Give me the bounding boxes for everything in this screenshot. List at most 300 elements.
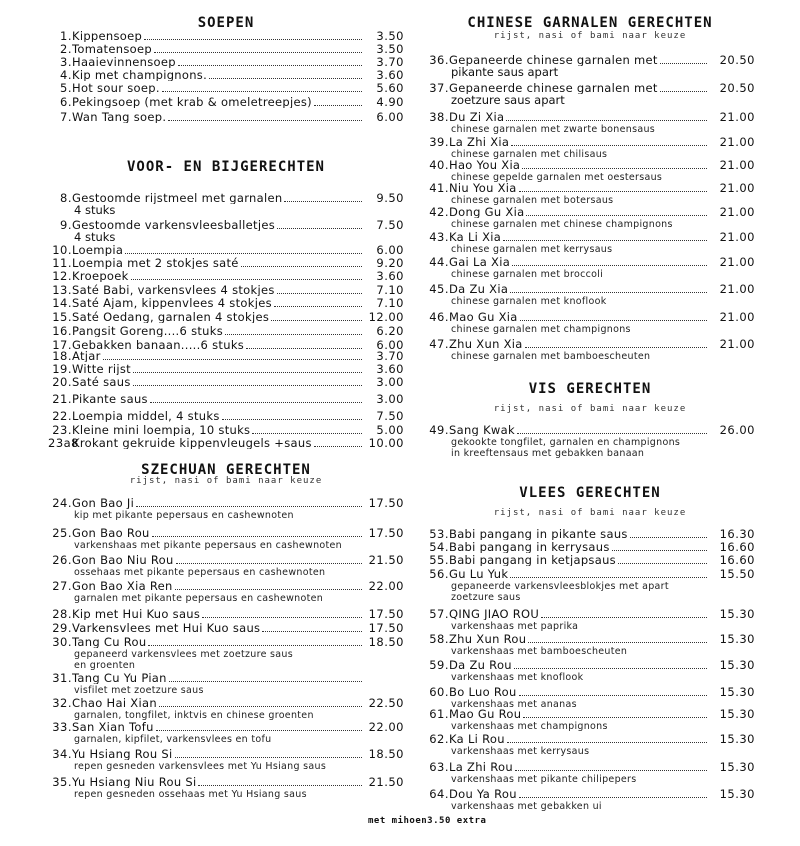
- menu-item: [48, 56, 404, 69]
- item-name: Saté Ajam, kippenvlees 4 stokjes: [72, 297, 272, 309]
- menu-item: [425, 541, 755, 554]
- item-price: 15.30: [719, 707, 755, 721]
- item-name: QING JIAO ROU: [449, 608, 540, 620]
- item-name: Pekingsoep (met krab & omeletreepjes): [72, 96, 312, 108]
- item-price: 18.50: [368, 747, 404, 761]
- item-name: Gepaneerde chinese garnalen met: [449, 54, 658, 66]
- item-number: 5.: [60, 81, 72, 95]
- item-name: Pangsit Goreng....6 stuks: [72, 325, 224, 337]
- dot-leader: [510, 576, 707, 578]
- menu-item-row: [48, 311, 404, 324]
- item-number: 57.: [429, 607, 449, 621]
- item-price: 17.50: [368, 496, 404, 510]
- item-description: kip met pikante pepersaus en cashewnoten: [74, 510, 294, 521]
- item-description-line2: en groenten: [74, 660, 136, 671]
- item-price: 15.30: [719, 632, 755, 646]
- menu-item-row: [425, 686, 755, 699]
- item-number: 62.: [429, 732, 449, 746]
- menu-item: [48, 43, 404, 56]
- item-number: 43.: [429, 230, 449, 244]
- section-subtitle-szechuan: rijst, nasi of bami naar keuze: [129, 476, 323, 486]
- menu-item-row: [48, 672, 404, 685]
- menu-item-row: [48, 527, 404, 540]
- dot-leader: [222, 418, 362, 420]
- menu-item: [48, 350, 404, 363]
- dot-leader: [178, 64, 362, 66]
- menu-item-row: [425, 733, 755, 746]
- item-description: chinese garnalen met chinese champignons: [451, 219, 673, 230]
- dot-leader: [630, 536, 707, 538]
- item-name: Ka Li Rou: [449, 733, 505, 745]
- menu-item: [425, 761, 755, 785]
- menu-item: [425, 424, 755, 459]
- item-price: 17.50: [368, 607, 404, 621]
- item-price: 21.00: [719, 181, 755, 195]
- menu-item: [425, 686, 755, 710]
- item-number: 14.: [52, 296, 72, 310]
- menu-item: [48, 69, 404, 82]
- dot-leader: [125, 252, 362, 254]
- menu-item: [425, 659, 755, 683]
- dot-leader: [277, 292, 362, 294]
- menu-item: [425, 633, 755, 657]
- item-price: 3.00: [376, 392, 404, 406]
- menu-item-row: [425, 231, 755, 244]
- item-name: Zhu Xun Rou: [449, 633, 527, 645]
- dot-leader: [175, 756, 362, 758]
- item-number: 20.: [52, 375, 72, 389]
- item-number: 26.: [52, 553, 72, 567]
- menu-item-row: [48, 325, 404, 338]
- item-number: 45.: [429, 282, 449, 296]
- item-name: Kip met Hui Kuo saus: [72, 608, 201, 620]
- menu-item-row: [425, 111, 755, 124]
- item-number: 59.: [429, 658, 449, 672]
- item-name-continued: 4 stuks: [74, 230, 116, 244]
- item-description: chinese garnalen met kerrysaus: [451, 244, 613, 255]
- menu-item-row: [48, 69, 404, 82]
- menu-item: [48, 424, 404, 437]
- dot-leader: [510, 291, 707, 293]
- dot-leader: [225, 333, 362, 335]
- item-price: 3.70: [376, 55, 404, 69]
- item-price: 7.50: [376, 218, 404, 232]
- menu-item-row: [48, 82, 404, 95]
- dot-leader: [515, 769, 707, 771]
- menu-item: [425, 182, 755, 206]
- menu-item: [425, 283, 755, 307]
- item-price: 17.50: [368, 526, 404, 540]
- dot-leader: [528, 641, 707, 643]
- item-price: 21.00: [719, 135, 755, 149]
- menu-item: [425, 338, 755, 362]
- menu-item: [425, 206, 755, 230]
- menu-item: [48, 636, 404, 671]
- item-name: Babi pangang in ketjapsaus: [449, 554, 616, 566]
- item-name: Atjar: [72, 350, 101, 362]
- section-subtitle-vis: rijst, nasi of bami naar keuze: [493, 404, 687, 414]
- item-number: 3.: [60, 55, 72, 69]
- menu-item-row: [48, 580, 404, 593]
- menu-item-row: [425, 206, 755, 219]
- item-description: varkenshaas met bamboescheuten: [451, 646, 628, 657]
- item-name: Bo Luo Rou: [449, 686, 517, 698]
- menu-item: [48, 257, 404, 270]
- dot-leader: [252, 432, 362, 434]
- dot-leader: [209, 77, 362, 79]
- dot-leader: [284, 200, 362, 202]
- item-name: Gon Bao Niu Rou: [72, 554, 174, 566]
- menu-item: [425, 82, 755, 106]
- item-number: 16.: [52, 324, 72, 338]
- item-number: 29.: [52, 621, 72, 635]
- item-price: 15.50: [719, 567, 755, 581]
- item-name: Sang Kwak: [449, 424, 515, 436]
- item-name: Hao You Xia: [449, 159, 521, 171]
- item-description: chinese garnalen met zwarte bonensaus: [451, 124, 656, 135]
- dot-leader: [520, 319, 707, 321]
- item-number: 21.: [52, 392, 72, 406]
- menu-item: [48, 284, 404, 297]
- item-name: Kip met champignons.: [72, 69, 208, 81]
- item-price: 16.30: [719, 527, 755, 541]
- menu-item: [48, 82, 404, 95]
- dot-leader: [519, 190, 707, 192]
- dot-leader: [133, 384, 362, 386]
- item-price: 21.50: [368, 775, 404, 789]
- item-price: 21.00: [719, 310, 755, 324]
- menu-item: [48, 111, 404, 124]
- section-title-vlees: VLEES GERECHTEN: [519, 485, 661, 501]
- menu-item-row: [425, 708, 755, 721]
- dot-leader: [133, 371, 362, 373]
- item-number: 23.: [52, 423, 72, 437]
- item-description: repen gesneden ossehaas met Yu Hsiang saus: [74, 789, 307, 800]
- dot-leader: [512, 264, 707, 266]
- item-description: varkenshaas met ananas: [451, 699, 577, 710]
- item-number: 10.: [52, 243, 72, 257]
- dot-leader: [511, 144, 707, 146]
- menu-item-row: [48, 437, 404, 450]
- item-price: 22.50: [368, 696, 404, 710]
- item-price: 9.20: [376, 256, 404, 270]
- menu-item-row: [48, 56, 404, 69]
- menu-item-row: [425, 528, 755, 541]
- dot-leader: [176, 562, 362, 564]
- item-description: garnalen, kipfilet, varkensvlees en tofu: [74, 734, 272, 745]
- item-number: 55.: [429, 553, 449, 567]
- item-number: 8.: [60, 191, 72, 205]
- menu-item-row: [425, 311, 755, 324]
- menu-item-row: [48, 697, 404, 710]
- item-number: 44.: [429, 255, 449, 269]
- menu-item: [48, 622, 404, 635]
- dot-leader: [525, 346, 707, 348]
- menu-item-row: [48, 622, 404, 635]
- menu-item-row: [48, 363, 404, 376]
- item-price: 3.50: [376, 42, 404, 56]
- menu-item: [425, 311, 755, 335]
- dot-leader: [277, 227, 362, 229]
- item-description: varkenshaas met kerrysaus: [451, 746, 590, 757]
- item-name: La Zhi Xia: [449, 136, 510, 148]
- item-description: chinese garnalen met chilisaus: [451, 149, 608, 160]
- section-title-chinese-garnalen: CHINESE GARNALEN GERECHTEN: [467, 15, 713, 31]
- item-price: 21.00: [719, 337, 755, 351]
- menu-item-row: [48, 376, 404, 389]
- item-name: Gon Bao Rou: [72, 527, 150, 539]
- item-number: 61.: [429, 707, 449, 721]
- item-price: 16.60: [719, 540, 755, 554]
- item-name: Gestoomde rijstmeel met garnalen: [72, 192, 283, 204]
- menu-item-row: [425, 256, 755, 269]
- menu-item-row: [48, 410, 404, 423]
- dot-leader: [523, 716, 707, 718]
- menu-item-row: [48, 111, 404, 124]
- item-description: varkenshaas met paprika: [451, 621, 579, 632]
- item-number: 31.: [52, 671, 72, 685]
- dot-leader: [169, 680, 362, 682]
- section-title-soepen: SOEPEN: [197, 15, 255, 31]
- item-name: Wan Tang soep.: [72, 111, 167, 123]
- item-name: Chao Hai Xian: [72, 697, 157, 709]
- item-price: 3.60: [376, 362, 404, 376]
- item-description: garnalen met pikante pepersaus en cashewnoten: [74, 593, 324, 604]
- item-name-continued: 4 stuks: [74, 203, 116, 217]
- menu-item: [48, 776, 404, 800]
- menu-item-row: [425, 424, 755, 437]
- item-description: gekookte tongfilet, garnalen en champignons: [451, 437, 681, 448]
- item-description: varkenshaas met champignons: [451, 721, 608, 732]
- item-price: 5.00: [376, 423, 404, 437]
- menu-item-row: [48, 96, 404, 109]
- item-number: 25.: [52, 526, 72, 540]
- menu-item-row: [425, 633, 755, 646]
- item-description: ossehaas met pikante pepersaus en cashewnoten: [74, 567, 326, 578]
- item-number: 13.: [52, 283, 72, 297]
- item-number: 28.: [52, 607, 72, 621]
- menu-item-row: [48, 424, 404, 437]
- item-price: 6.00: [376, 110, 404, 124]
- item-name: Da Zu Xia: [449, 283, 509, 295]
- item-number: 54.: [429, 540, 449, 554]
- menu-item: [425, 159, 755, 183]
- menu-item: [425, 528, 755, 541]
- item-number: 40.: [429, 158, 449, 172]
- item-price: 21.00: [719, 205, 755, 219]
- item-price: 9.50: [376, 191, 404, 205]
- item-description-line2: zoetzure saus: [451, 592, 521, 603]
- section-subtitle-garnalen: rijst, nasi of bami naar keuze: [493, 31, 687, 41]
- item-name: Mao Gu Xia: [449, 311, 518, 323]
- item-price: 15.30: [719, 760, 755, 774]
- item-price: 3.50: [376, 29, 404, 43]
- item-name: Saté Oedang, garnalen 4 stokjes: [72, 311, 270, 323]
- menu-item: [48, 376, 404, 389]
- item-number: 1.: [60, 29, 72, 43]
- dot-leader: [271, 319, 362, 321]
- item-name: Dou Ya Rou: [449, 788, 517, 800]
- item-number: 15.: [52, 310, 72, 324]
- item-price: 10.00: [368, 436, 404, 450]
- dot-leader: [514, 667, 707, 669]
- menu-item-row: [48, 636, 404, 649]
- item-number: 7.: [60, 110, 72, 124]
- dot-leader: [503, 239, 707, 241]
- item-name: Saté Babi, varkensvlees 4 stokjes: [72, 284, 275, 296]
- item-description: chinese gepelde garnalen met oestersaus: [451, 172, 663, 183]
- item-name: Krokant gekruide kippenvleugels +saus: [72, 437, 312, 449]
- dot-leader: [148, 644, 362, 646]
- dot-leader: [517, 432, 707, 434]
- menu-item: [48, 30, 404, 43]
- item-name: Kleine mini loempia, 10 stuks: [72, 424, 251, 436]
- item-description: gepaneerde varkensvleesblokjes met apart: [451, 581, 669, 592]
- item-price: 6.20: [376, 324, 404, 338]
- item-number: 18.: [52, 349, 72, 363]
- item-number: 30.: [52, 635, 72, 649]
- menu-item: [425, 111, 755, 135]
- item-number: 49.: [429, 423, 449, 437]
- menu-item: [48, 437, 404, 450]
- menu-item: [48, 608, 404, 621]
- menu-item: [425, 54, 755, 78]
- section-title-vis: VIS GERECHTEN: [528, 381, 652, 397]
- menu-item: [48, 393, 404, 406]
- menu-item-row: [48, 297, 404, 310]
- item-number: 2.: [60, 42, 72, 56]
- item-price: 6.00: [376, 243, 404, 257]
- item-price: 20.50: [719, 53, 755, 67]
- dot-leader: [175, 588, 362, 590]
- dot-leader: [314, 445, 362, 447]
- menu-item-row: [425, 659, 755, 672]
- item-name: Gon Bao Xia Ren: [72, 580, 173, 592]
- menu-item-row: [48, 43, 404, 56]
- item-number: 39.: [429, 135, 449, 149]
- item-name: Hot sour soep.: [72, 82, 160, 94]
- menu-item: [425, 708, 755, 732]
- dot-leader: [274, 305, 362, 307]
- item-number: 47.: [429, 337, 449, 351]
- item-name-continued: zoetzure saus apart: [451, 93, 565, 107]
- menu-item-row: [48, 393, 404, 406]
- item-price: 3.00: [376, 375, 404, 389]
- dot-leader: [168, 119, 362, 121]
- menu-item-row: [48, 350, 404, 363]
- menu-item-row: [425, 554, 755, 567]
- menu-item-row: [48, 721, 404, 734]
- item-name: Niu You Xia: [449, 182, 517, 194]
- item-name: Gu Lu Yuk: [449, 568, 509, 580]
- footer-note: met mihoen3.50 extra: [368, 816, 487, 826]
- item-price: 12.00: [368, 310, 404, 324]
- item-price: 21.00: [719, 230, 755, 244]
- menu-item-row: [425, 182, 755, 195]
- item-number: 35.: [52, 775, 72, 789]
- item-name: Babi pangang in kerrysaus: [449, 541, 610, 553]
- section-subtitle-vlees: rijst, nasi of bami naar keuze: [493, 508, 687, 518]
- menu-item-row: [425, 568, 755, 581]
- item-price: 15.30: [719, 685, 755, 699]
- menu-item-row: [425, 283, 755, 296]
- item-name: Gai La Xia: [449, 256, 511, 268]
- dot-leader: [507, 741, 707, 743]
- item-price: 4.90: [376, 95, 404, 109]
- item-price: 5.60: [376, 81, 404, 95]
- dot-leader: [156, 729, 362, 731]
- item-price: 21.00: [719, 282, 755, 296]
- item-number: 32.: [52, 696, 72, 710]
- item-description: varkenshaas met gebakken ui: [451, 801, 602, 812]
- dot-leader: [660, 62, 707, 64]
- item-price: 3.70: [376, 349, 404, 363]
- menu-item: [425, 733, 755, 757]
- item-price: 3.60: [376, 68, 404, 82]
- menu-item-row: [48, 608, 404, 621]
- item-number: 36.: [429, 53, 449, 67]
- item-name: Babi pangang in pikante saus: [449, 528, 628, 540]
- item-name: Tang Cu Yu Pian: [72, 672, 167, 684]
- menu-item-row: [48, 30, 404, 43]
- item-number: 12.: [52, 269, 72, 283]
- menu-item: [48, 721, 404, 745]
- item-number: 19.: [52, 362, 72, 376]
- item-number: 33.: [52, 720, 72, 734]
- dot-leader: [202, 616, 362, 618]
- item-name: Yu Hsiang Niu Rou Si: [72, 776, 197, 788]
- menu-item: [425, 608, 755, 632]
- item-price: 26.00: [719, 423, 755, 437]
- item-description: chinese garnalen met champignons: [451, 324, 631, 335]
- item-name: Gon Bao Ji: [72, 497, 135, 509]
- item-number: 6.: [60, 95, 72, 109]
- menu-item: [48, 244, 404, 257]
- dot-leader: [136, 505, 362, 507]
- item-description: chinese garnalen met bamboescheuten: [451, 351, 651, 362]
- item-description-line2: in kreeftensaus met gebakken banaan: [451, 448, 645, 459]
- item-name: Witte rijst: [72, 363, 131, 375]
- menu-item-row: [425, 541, 755, 554]
- dot-leader: [131, 278, 362, 280]
- item-number: 56.: [429, 567, 449, 581]
- dot-leader: [150, 401, 362, 403]
- item-name: Mao Gu Rou: [449, 708, 522, 720]
- item-number: 23a8: [48, 436, 79, 450]
- dot-leader: [241, 265, 362, 267]
- dot-leader: [519, 694, 707, 696]
- menu-item-row: [425, 608, 755, 621]
- item-name: La Zhi Rou: [449, 761, 513, 773]
- item-price: 21.00: [719, 158, 755, 172]
- dot-leader: [154, 51, 362, 53]
- item-price: 7.50: [376, 409, 404, 423]
- item-price: 15.30: [719, 607, 755, 621]
- menu-item: [48, 96, 404, 109]
- item-description: varkenshaas met pikante chilipepers: [451, 774, 637, 785]
- menu-item-row: [48, 257, 404, 270]
- item-number: 17.: [52, 338, 72, 352]
- dot-leader: [103, 358, 362, 360]
- item-price: 15.30: [719, 658, 755, 672]
- item-name: Gebakken banaan.....6 stuks: [72, 339, 245, 351]
- item-name: Zhu Xun Xia: [449, 338, 523, 350]
- item-name: Tang Cu Rou: [72, 636, 147, 648]
- menu-item: [425, 568, 755, 603]
- dot-leader: [262, 630, 362, 632]
- item-name: Gestoomde varkensvleesballetjes: [72, 219, 276, 231]
- menu-item-row: [425, 338, 755, 351]
